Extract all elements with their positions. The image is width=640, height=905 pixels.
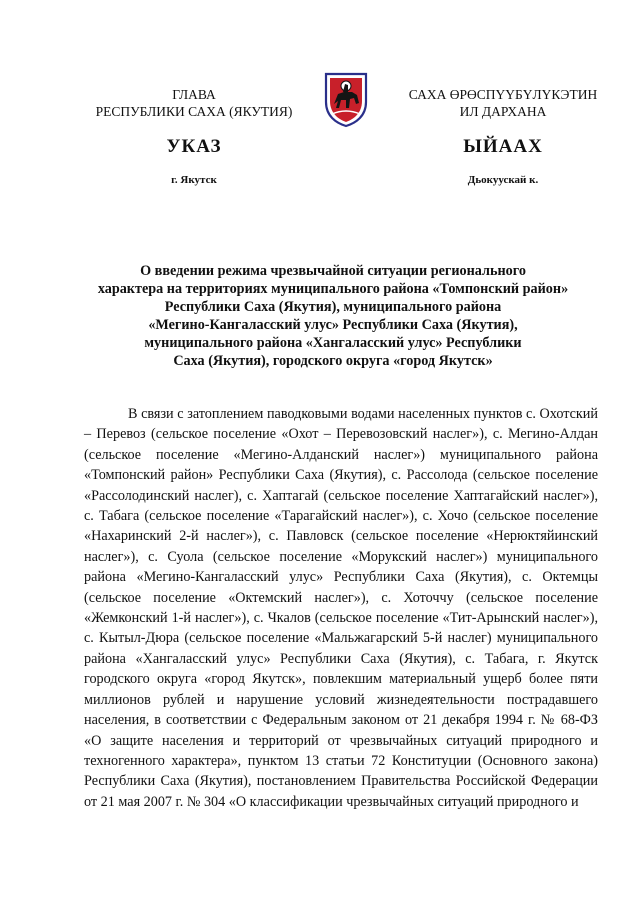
title-line: Республики Саха (Якутия), муниципального района [164, 299, 502, 315]
header-right-block [382, 86, 624, 120]
header-right-line1: САХА ӨРӨСПҮҮБҮЛҮКЭТИН [408, 87, 598, 102]
title-line: О введении режима чрезвычайной ситуации регионального [140, 263, 526, 279]
header-left-line2: РЕСПУБЛИКИ САХА (ЯКУТИЯ) [95, 104, 293, 119]
header-right-line2: ИЛ ДАРХАНА [459, 104, 547, 119]
decree-title [64, 262, 602, 370]
header-left-block [75, 86, 313, 120]
title-line: «Мегино-Кангаласский улус» Республики Саха (Якутия), [148, 317, 518, 333]
coat-of-arms-icon [322, 70, 370, 128]
city-ru: г. Якутск [171, 174, 217, 186]
title-line: Саха (Якутия), городского округа «город Якутск» [173, 353, 493, 369]
doc-type-ru: УКАЗ [166, 136, 222, 157]
doc-type-sah: ЫЙААХ [463, 136, 543, 157]
header-left-line1: ГЛАВА [172, 87, 216, 102]
city-sah: Дьокуускай к. [467, 174, 539, 186]
title-line: муниципального района «Хангаласский улус» Республики [144, 335, 522, 351]
title-line: характера на территориях муниципального района «Томпонский район» [97, 281, 569, 297]
decree-body-paragraph: В связи с затоплением паводковыми водами населенных пунктов с. Охотский – Перевоз (сельское поселение «Охот – Перевозовский наслег»), с. Мегино-Алдан (сельское поселение «Мегино-Алданский наслег») муниципального района «Томпонский район» Республики Саха (Якутия), с. Рассолода (сельское поселение «Рассолодинский наслег), с. Хаптагай (сельское поселение Хаптагайский наслег»), с. Табага (сельское поселение «Тарагайский наслег»), с. Хочо (сельское поселение «Нахаринский 2-й наслег»), с. Павловск (сельское поселение «Нерюктяйинский наслег»), с. Суола (сельское поселение «Морукский наслег») муниципального района «Мегино-Кангаласский улус» Республики Саха (Якутия), с. Октемцы (сельское поселение «Октемский наслег»), с. Хоточчу (сельское поселение «Жемконский 1-й наслег»), с. Чкалов (сельское поселение «Тит-Арынский наслег»), с. Кытыл-Дюра (сельское поселение «Мальжагарский 5-й наслег) муниципального района «Хангаласский улус» Республики Саха (Якутия), с. Табага, г. Якутск городского округа «город Якутск», повлекшим материальный ущерб более пяти миллионов рублей и нарушение условий жизнедеятельности пострадавшего населения, в соответствии с Федеральным законом от 21 декабря 1994 г. № 68-ФЗ «О защите населения и территорий от чрезвычайных ситуаций природного и техногенного характера», пунктом 13 статьи 72 Конституции (Основного закона) Республики Саха (Якутия), постановлением Правительства Российской Федерации от 21 мая 2007 г. № 304 «О классификации чрезвычайных ситуаций природного и [84, 406, 598, 810]
